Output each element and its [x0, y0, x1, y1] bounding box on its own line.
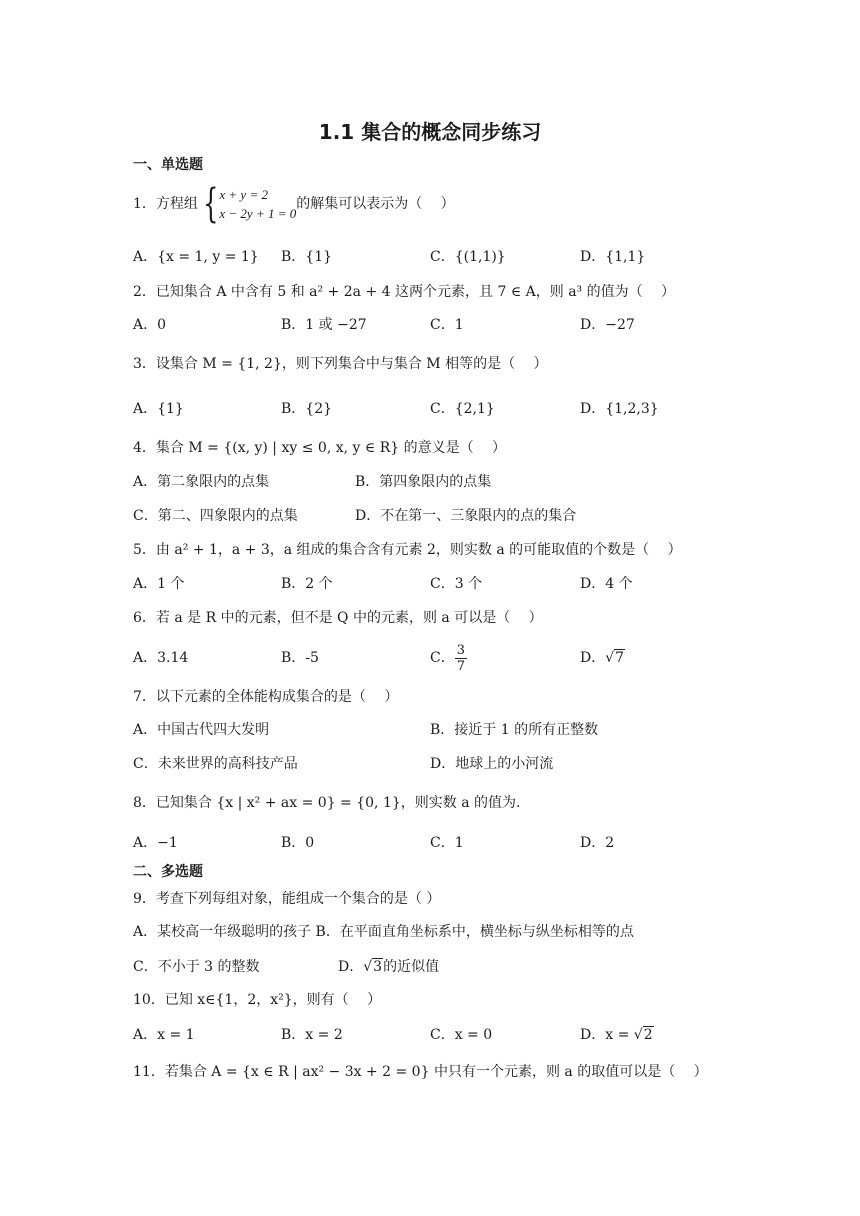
q7-option-a: A．中国古代四大发明: [133, 722, 270, 738]
q8-option-b: B．0: [281, 835, 315, 851]
q6-option-a: A．3.14: [133, 650, 189, 666]
question-8: 8．已知集合 {x | x² + ax = 0} = {0, 1}，则实数 a 的值为.: [133, 795, 521, 811]
q4-option-a: A．第二象限内的点集: [133, 474, 270, 490]
q4-option-d: D．不在第一、三象限内的点的集合: [355, 508, 577, 524]
q1-option-a: A．{x = 1, y = 1}: [133, 249, 259, 265]
sqrt-sign: √: [363, 959, 373, 975]
q1-option-b: B．{1}: [281, 249, 333, 265]
question-1-suffix: 的解集可以表示为（ ）: [296, 196, 455, 212]
q6-option-d: [580, 649, 625, 667]
q6-option-c-label: C．: [430, 650, 455, 666]
q1-option-d: D．{1,1}: [580, 249, 646, 265]
brace-symbol: {: [203, 181, 219, 227]
sqrt-radicand: 7: [615, 650, 625, 666]
q10-option-d-label: D．x =: [580, 1027, 634, 1043]
question-9: 9．考查下列每组对象，能组成一个集合的是（ ）: [133, 891, 441, 907]
sqrt-sign: √: [633, 1027, 643, 1043]
q5-option-b: B．2 个: [281, 576, 333, 592]
q2-option-c: C．1: [430, 317, 464, 333]
q10-option-a: A．x = 1: [133, 1027, 195, 1043]
q2-option-a: A．0: [133, 317, 167, 333]
q3-option-a: A．{1}: [133, 401, 184, 417]
q7-option-d: D．地球上的小河流: [430, 756, 554, 772]
equation-system: [219, 185, 296, 223]
question-1: [133, 181, 455, 227]
q2-option-d: D．−27: [580, 317, 635, 333]
q9-option-d-suffix: 的近似值: [383, 959, 440, 975]
q6-option-c: [430, 640, 467, 676]
section-single-choice: 一、单选题: [133, 157, 203, 173]
q3-option-d: D．{1,2,3}: [580, 401, 659, 417]
fraction-numerator: 3: [456, 642, 465, 658]
question-7: 7．以下元素的全体能构成集合的是（ ）: [133, 689, 399, 705]
question-5: 5．由 a² + 1，a + 3，a 组成的集合含有元素 2，则实数 a 的可能取值的个数是（ ）: [133, 542, 682, 558]
q6-option-d-label: D．: [580, 650, 606, 666]
sqrt-sign: √: [605, 650, 615, 666]
q4-option-c: C．第二、四象限内的点集: [133, 508, 298, 524]
question-1-prefix: 1．方程组: [133, 196, 198, 212]
q5-option-c: C．3 个: [430, 576, 483, 592]
question-4: 4．集合 M = {(x, y) | xy ≤ 0, x, y ∈ R} 的意义是（ ）: [133, 440, 507, 456]
question-6: 6．若 a 是 R 中的元素，但不是 Q 中的元素，则 a 可以是（ ）: [133, 610, 543, 626]
q3-option-b: B．{2}: [281, 401, 333, 417]
q8-option-c: C．1: [430, 835, 464, 851]
q9-option-d: [338, 958, 439, 976]
question-11: 11．若集合 A = {x ∈ R | ax² − 3x + 2 = 0} 中只有一个元素，则 a 的取值可以是（ ）: [133, 1064, 708, 1080]
q4-option-b: B．第四象限内的点集: [355, 474, 492, 490]
q10-option-c: C．x = 0: [430, 1027, 493, 1043]
q7-option-b: B．接近于 1 的所有正整数: [430, 722, 599, 738]
q5-option-d: D．4 个: [580, 576, 633, 592]
q8-option-a: A．−1: [133, 835, 178, 851]
q9-option-c: C．不小于 3 的整数: [133, 959, 260, 975]
q7-option-c: C．未来世界的高科技产品: [133, 756, 298, 772]
q6-option-b: B．-5: [281, 650, 319, 666]
fraction: [455, 643, 467, 674]
sqrt-radicand: 3: [373, 959, 383, 975]
question-2: 2．已知集合 A 中含有 5 和 a² + 2a + 4 这两个元素，且 7 ∈ A，则 a³ 的值为（ ）: [133, 284, 676, 300]
q10-option-b: B．x = 2: [281, 1027, 343, 1043]
q9-option-ab: A．某校高一年级聪明的孩子 B．在平面直角坐标系中，横坐标与纵坐标相等的点: [133, 924, 634, 940]
q3-option-c: C．{2,1}: [430, 401, 495, 417]
equation-line-2: x − 2y + 1 = 0: [219, 206, 297, 221]
question-3: 3．设集合 M = {1, 2}，则下列集合中与集合 M 相等的是（ ）: [133, 356, 548, 372]
q5-option-a: A．1 个: [133, 576, 185, 592]
q9-option-d-label: D．: [338, 959, 364, 975]
section-multiple-choice: 二、多选题: [133, 864, 203, 880]
sqrt-radicand: 2: [643, 1027, 653, 1043]
q1-option-c: C．{(1,1)}: [430, 249, 506, 265]
fraction-denominator: 7: [456, 658, 465, 674]
question-10: 10．已知 x∈{1，2，x²}，则有（ ）: [133, 992, 382, 1008]
equation-line-1: x + y = 2: [219, 187, 268, 202]
q2-option-b: B．1 或 −27: [281, 317, 367, 333]
q10-option-d: [580, 1026, 654, 1044]
q8-option-d: D．2: [580, 835, 615, 851]
page-title: 1.1 集合的概念同步练习: [318, 120, 542, 144]
